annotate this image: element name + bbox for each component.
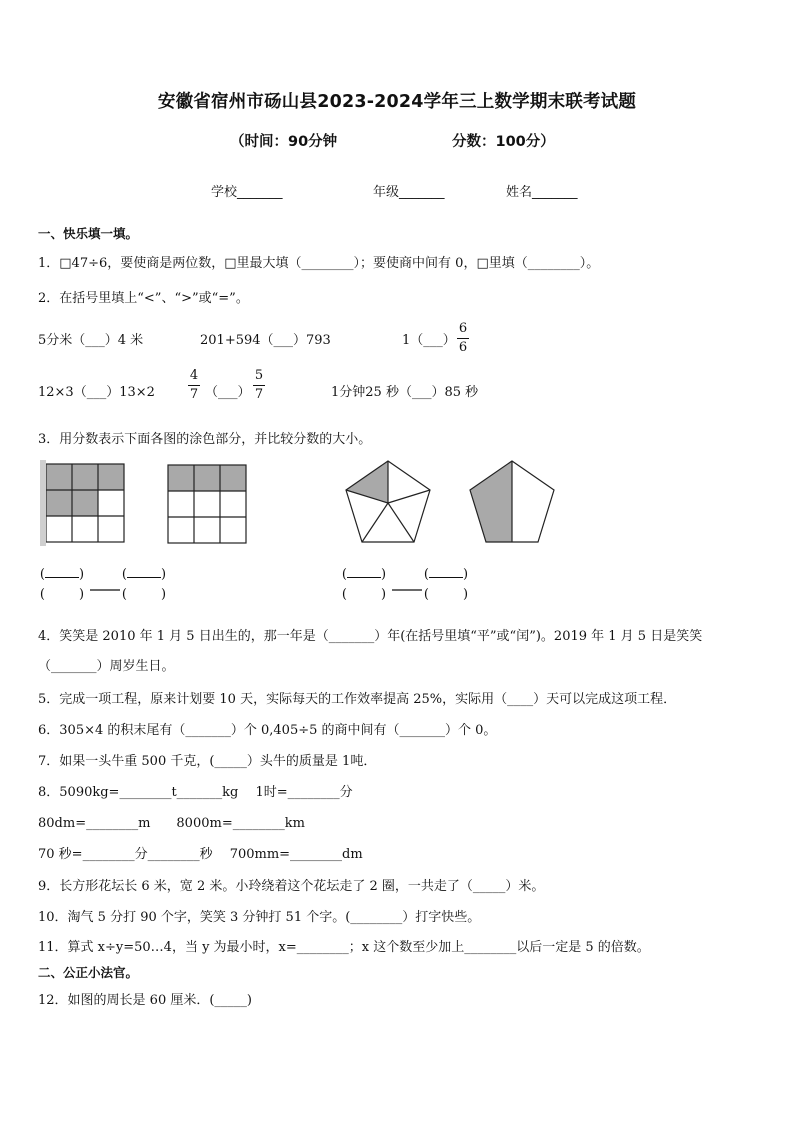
pentagon-figure-2 (466, 458, 558, 546)
q2-fraction-e1 (188, 369, 200, 402)
q2-item-c: 1（___） (402, 333, 456, 348)
fraction-denominator: 6 (458, 340, 468, 355)
q2-fraction-e2 (253, 369, 265, 402)
answer-fraction-4[interactable]: ( ) ( ) (423, 567, 469, 602)
section-1-heading: 一、快乐填一填。 (38, 226, 139, 241)
fraction-numerator: 6 (458, 321, 468, 336)
question-6: 6．305×4 的积末尾有（_______）个 0,405÷5 的商中间有（_______）个 0。 (38, 723, 497, 738)
question-7: 7．如果一头牛重 500 千克，(_____）头牛的质量是 1吨． (38, 754, 377, 769)
question-4-line-1: 4．笑笑是 2010 年 1 月 5 日出生的，那一年是（_______）年(在括号里填“平”或“闰”)。2019 年 1 月 5 日是笑笑 (38, 629, 703, 644)
answer-fraction-1[interactable]: ( ) ( ) (39, 567, 85, 602)
question-4-line-2: （_______）周岁生日。 (38, 659, 175, 674)
name-field: 姓名_______ (506, 185, 578, 200)
question-8-line-2: 80dm=________m 8000m=________km (38, 816, 305, 831)
question-8-line-3: 70 秒=________分________秒 700mm=________dm (38, 847, 363, 862)
q2-fraction-c (457, 322, 469, 355)
fraction-denominator: 7 (254, 387, 264, 402)
question-10: 10．淘气 5 分打 90 个字，笑笑 3 分钟打 51 个字。(________）打字快些。 (38, 910, 481, 925)
fraction-numerator: 5 (254, 368, 264, 383)
question-1: 1．□47÷6，要使商是两位数，□里最大填（________）；要使商中间有 0，□里填（________）。 (38, 256, 600, 271)
fraction-denominator: 7 (189, 387, 199, 402)
answer-fraction-2[interactable]: ( ) ( ) (121, 567, 167, 602)
q2-item-e: （___） (205, 385, 251, 400)
q2-item-d: 12×3（___）13×2 (38, 385, 155, 400)
question-12: 12．如图的周长是 60 厘米．(_____) (38, 993, 252, 1008)
q2-item-a: 5分米（___）4 米 (38, 333, 144, 348)
question-8-line-1: 8．5090kg=________t_______kg 1时=________分 (38, 785, 353, 800)
grade-field: 年级_______ (373, 185, 445, 200)
question-3: 3．用分数表示下面各图的涂色部分，并比较分数的大小。 (38, 432, 372, 447)
exam-score: 分数：100分） (452, 134, 555, 150)
question-11: 11．算式 x÷y=50…4，当 y 为最小时，x=________；x 这个数至少加上________以后一定是 5 的倍数。 (38, 940, 650, 955)
grid-figure-1 (40, 460, 128, 546)
pentagon-figure-1 (342, 458, 434, 546)
compare-line-2 (392, 588, 422, 592)
question-2: 2．在括号里填上“<”、“>”或“=”。 (38, 291, 249, 306)
question-5: 5．完成一项工程，原来计划要 10 天，实际每天的工作效率提高 25%，实际用（____）天可以完成这项工程． (38, 692, 677, 707)
page-title: 安徽省宿州市砀山县2023-2024学年三上数学期末联考试题 (157, 92, 637, 112)
q2-item-f: 1分钟25 秒（___）85 秒 (331, 385, 479, 400)
school-field: 学校_______ (211, 185, 283, 200)
question-9: 9．长方形花坛长 6 米，宽 2 米。小玲绕着这个花坛走了 2 圈，一共走了（_____）米。 (38, 879, 545, 894)
exam-time: （时间：90分钟 (230, 134, 338, 150)
compare-line-1 (90, 588, 120, 592)
answer-fraction-3[interactable]: ( ) ( ) (341, 567, 387, 602)
section-2-heading: 二、公正小法官。 (38, 965, 139, 980)
fraction-numerator: 4 (189, 368, 199, 383)
grid-figure-2 (166, 462, 248, 546)
q2-item-b: 201+594（___）793 (200, 333, 331, 348)
